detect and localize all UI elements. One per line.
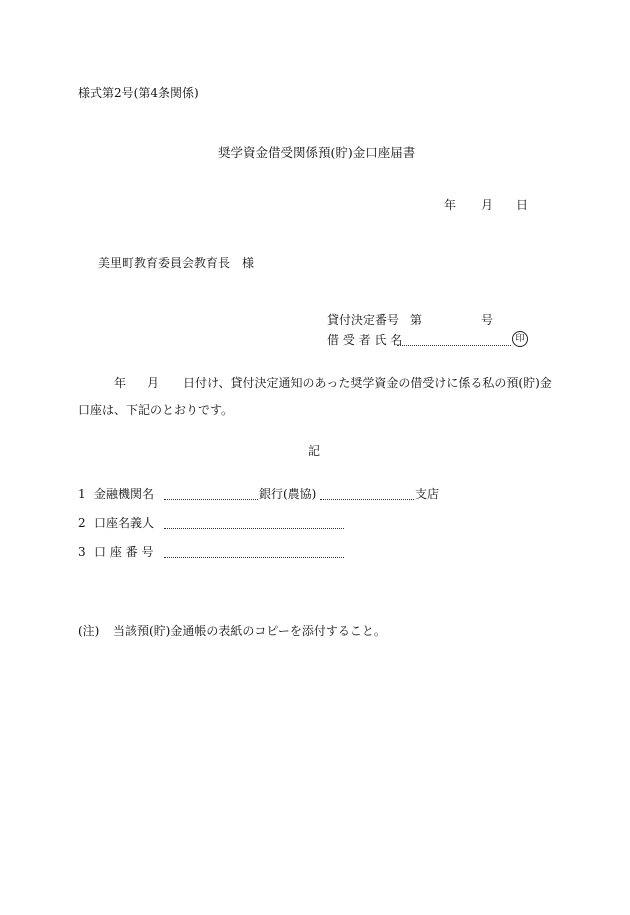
borrower-name-field[interactable] [397, 333, 511, 349]
body-text-line2: 口座は、下記のとおりです。 [78, 403, 234, 417]
item-number: 1 [78, 487, 86, 501]
date-year: 年 [444, 198, 457, 212]
document-title: 奨学資金借受関係預(貯)金口座届書 [218, 145, 416, 160]
body-month: 月 [147, 376, 160, 390]
loan-decision-label: 貸付決定番号 [327, 313, 400, 327]
note-text: 当該預(貯)金通帳の表紙のコピーを添付すること。 [113, 624, 386, 638]
body-text-line1: 日付け、貸付決定通知のあった奨学資金の借受けに係る私の預(貯)金 [183, 376, 552, 390]
item-label: 口座名義人 [94, 516, 155, 530]
branch-name-field[interactable] [320, 487, 414, 503]
item-number: 3 [78, 545, 86, 559]
addressee: 美里町教育委員会教育長 様 [98, 256, 255, 270]
ki-heading: 記 [308, 444, 321, 458]
loan-decision-prefix: 第 [410, 313, 423, 327]
note-label: (注) [78, 624, 100, 638]
account-number-field[interactable] [164, 545, 344, 561]
body-year: 年 [114, 376, 127, 390]
date-day: 日 [516, 198, 529, 212]
bank-name-field[interactable] [164, 487, 258, 503]
borrower-label: 借 受 者 氏 名 [327, 333, 403, 347]
item-number: 2 [78, 516, 86, 530]
seal-mark: 印 [512, 331, 528, 347]
item-label: 口 座 番 号 [94, 545, 154, 559]
account-holder-field[interactable] [164, 516, 344, 532]
bank-suffix: 銀行(農協) [259, 487, 317, 501]
item-label: 金融機関名 [94, 487, 155, 501]
form-number: 様式第2号(第4条関係) [78, 86, 199, 100]
branch-suffix: 支店 [415, 487, 440, 501]
date-month: 月 [481, 198, 494, 212]
loan-decision-suffix: 号 [481, 313, 494, 327]
